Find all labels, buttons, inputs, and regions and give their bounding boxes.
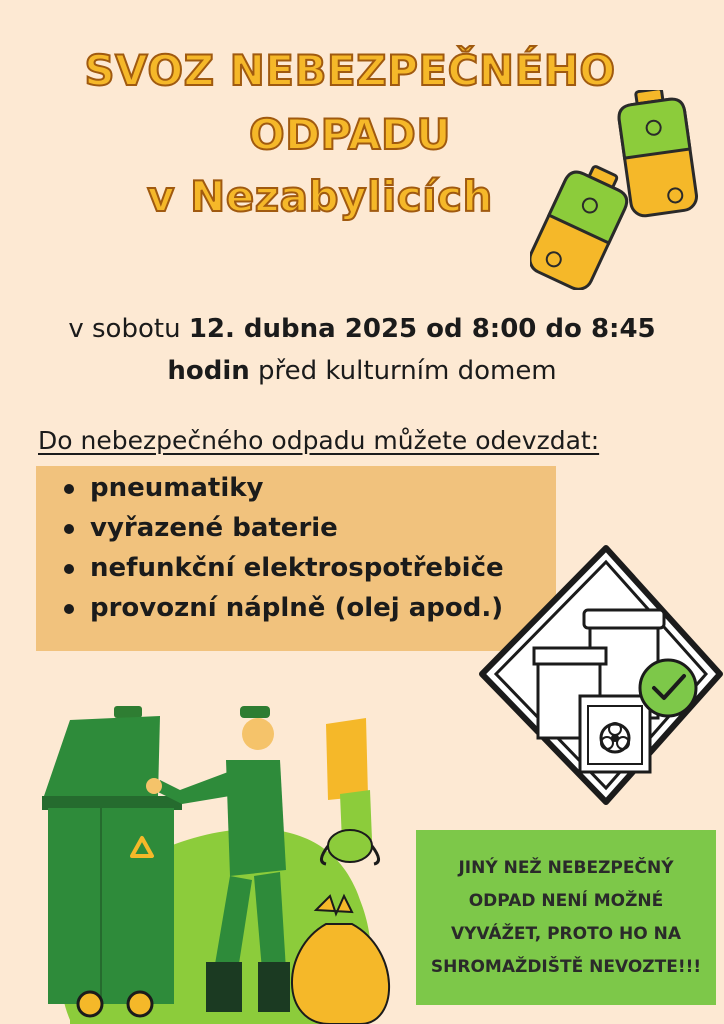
warning-line-4: SHROMAŽDIŠTĚ NEVOZTE!!!	[430, 956, 702, 977]
list-item: provozní náplně (olej apod.)	[90, 588, 556, 628]
title-line-3: v Nezabylicích	[147, 172, 493, 221]
gloves-icon	[326, 718, 372, 842]
warning-box	[416, 830, 716, 1005]
place-text: před kulturním domem	[249, 356, 557, 386]
title-line-2: ODPADU	[249, 110, 451, 159]
list-item: pneumatiky	[90, 468, 556, 508]
place-line	[0, 350, 724, 392]
date-line	[0, 308, 724, 350]
date-hours: hodin	[167, 356, 250, 386]
items-intro: Do nebezpečného odpadu můžete odevzdat:	[38, 426, 600, 455]
hazard-sign-icon	[472, 540, 724, 810]
warning-text	[431, 852, 701, 984]
date-prefix: v sobotu	[68, 314, 189, 344]
warning-line-1: JINÝ NEŽ NEBEZPEČNÝ	[458, 857, 674, 878]
waste-bin-icon	[42, 706, 182, 1016]
list-item: vyřazené baterie	[90, 508, 556, 548]
batteries-icon	[530, 90, 710, 290]
check-icon	[640, 660, 696, 716]
title-line-1: SVOZ NEBEZPEČNÉHO	[84, 46, 616, 95]
warning-line-3: VYVÁŽET, PROTO HO NA	[450, 923, 682, 944]
list-item: nefunkční elektrospotřebiče	[90, 548, 556, 588]
date-time: 12. dubna 2025 od 8:00 do 8:45	[188, 314, 656, 344]
illustration	[30, 700, 430, 1024]
warning-line-2: ODPAD NENÍ MOŽNÉ	[468, 890, 664, 911]
